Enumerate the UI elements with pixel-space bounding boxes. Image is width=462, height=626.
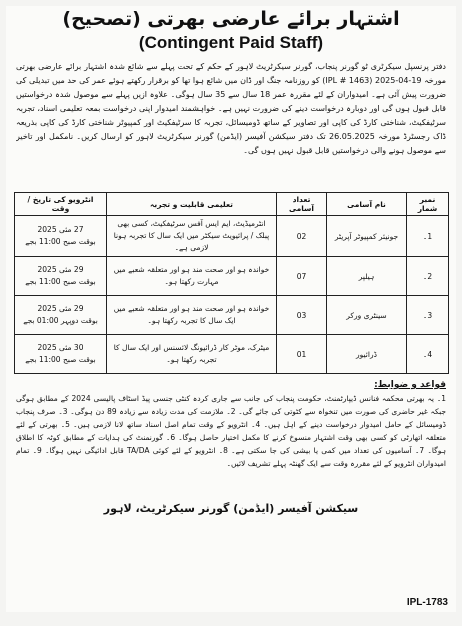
- interview-time: بوقت صبح 11:00 بجے: [25, 355, 96, 364]
- interview-cell: [15, 296, 107, 335]
- interview-date: 27 مئی 2025: [37, 225, 84, 234]
- post-cell: ڈرائیور: [327, 335, 407, 374]
- serial-cell: 1۔: [407, 216, 449, 257]
- interview-cell: [15, 216, 107, 257]
- interview-date: 30 مئی 2025: [37, 343, 84, 352]
- qualification-cell: انٹرمیڈیٹ، ایم ایس آفس سرٹیفکیٹ، کسی بھی پبلک / پرائیویٹ سیکٹر میں ایک سال کا تجربہ ہونا لازمی ہے۔: [107, 216, 277, 257]
- interview-time: بوقت صبح 11:00 بجے: [25, 237, 96, 246]
- interview-time: بوقت دوپہر 01:00 بجے: [23, 316, 98, 325]
- ad-subtitle: (Contingent Paid Staff): [138, 33, 324, 52]
- count-cell: 01: [277, 335, 327, 374]
- rules-paragraph: 1۔ یہ بھرتی محکمہ فنانس ڈیپارٹمنٹ، حکومت پنجاب کی جانب سے جاری کردہ کنٹی جنسی پیڈ اسٹاف پالیسی 2024 کے مطابق ہوگی جبکہ غیر حاضری کی صورت میں تنخواہ سے کٹوتی کی جائے گی۔ 2۔ ملازمت کی مدت زیادہ سے زیادہ 89 دن ہوگی۔ 3۔ صرف پنجاب ڈومیسائل کے حامل امیدوار درخواست دینے کے اہل ہیں۔ 4۔ انٹرویو کے وقت تمام اصل اسناد ساتھ لانا لازمی ہیں۔ 5۔ بھرتی کے لئے متعلقہ اتھارٹی کو کسی بھی وقت اشتہار منسوخ کرنے کا مکمل اختیار حاصل ہوگا۔ 6۔ گورنمنٹ کی ہدایات کے مطابق کوٹہ کا اطلاق ہوگا۔ 7۔ آسامیوں کی تعداد میں کمی یا بیشی کی جا سکتی ہے۔ 8۔ انٹرویو کے لئے کوئی TA/DA قابل ادائیگی نہیں ہوگا۔ 9۔ تمام امیدواران انٹرویو کے لئے مقررہ وقت سے ایک گھنٹہ پہلے تشریف لائیں۔: [16, 394, 446, 468]
- count-cell: 02: [277, 216, 327, 257]
- table-row: [15, 296, 449, 335]
- serial-cell: 2۔: [407, 257, 449, 296]
- posts-table: [14, 192, 449, 374]
- col-header-count: تعداد آسامی: [277, 193, 327, 216]
- serial-cell: 3۔: [407, 296, 449, 335]
- col-header-interview: انٹرویو کی تاریخ / وقت: [15, 193, 107, 216]
- qualification-cell: خواندہ ہو اور صحت مند ہو اور متعلقہ شعبے میں مہارت رکھتا ہو۔: [107, 257, 277, 296]
- interview-date: 29 مئی 2025: [37, 265, 84, 274]
- count-cell: 07: [277, 257, 327, 296]
- post-cell: سینٹری ورکر: [327, 296, 407, 335]
- interview-date: 29 مئی 2025: [37, 304, 84, 313]
- table-row: [15, 257, 449, 296]
- qualification-cell: خواندہ ہو اور صحت مند ہو اور متعلقہ شعبے میں ایک سال کا تجربہ رکھتا ہو۔: [107, 296, 277, 335]
- rules-heading: قواعد و ضوابط:: [374, 380, 446, 390]
- interview-cell: [15, 335, 107, 374]
- advertisement-page: [6, 6, 456, 612]
- interview-cell: [15, 257, 107, 296]
- intro-paragraph: دفتر پرنسپل سیکرٹری ٹو گورنر پنجاب، گورنر سیکرٹریٹ لاہور کے حکم کے تحت پہلے سے شائع شدہ اشتہار برائے عارضی بھرتی مورخہ 19-04-2025 (IPL # 1463) کو روزنامہ جنگ اور ڈان میں شائع ہوا تھا کو برقرار رکھتے ہوئے عمر کی حد میں تبدیلی کی ضرورت پیش آئی ہے۔ امیدواران کے لئے مقررہ عمر 18 سال سے 35 سال ہوگی۔ علاوہ ازیں پہلے سے موصول شدہ درخواستیں قابل قبول ہوں گی اور دوبارہ درخواست دینے کی ضرورت نہیں ہے۔ خواہشمند امیدوار اپنی درخواست بمعہ تعلیمی اسناد، تجربہ سرٹیفکیٹ، شناختی کارڈ کی کاپی اور تصاویر کے ساتھ ڈومیسائل، تجربہ کا سرٹیفکیٹ اور کمپیوٹر شناختی کارڈ کی کاپی بذریعہ ڈاک رجسٹرڈ مورخہ 26.05.2025 تک دفتر سیکشن آفیسر (ایڈمن) گورنر سیکرٹریٹ لاہور کو ارسال کریں۔ نامکمل اور تاخیر سے موصول ہونے والی درخواستیں قابل قبول نہیں ہوں گی۔: [16, 62, 446, 155]
- qualification-cell: میٹرک، موٹر کار ڈرائیونگ لائسنس اور ایک سال کا تجربہ رکھتا ہو۔: [107, 335, 277, 374]
- interview-time: بوقت صبح 11:00 بجے: [25, 277, 96, 286]
- signature-block: سیکشن آفیسر (ایڈمن) گورنر سیکرٹریٹ، لاہور: [103, 502, 359, 515]
- table-row: [15, 216, 449, 257]
- table-row: [15, 335, 449, 374]
- post-cell: ہیلپر: [327, 257, 407, 296]
- post-cell: جونیئر کمپیوٹر آپریٹر: [327, 216, 407, 257]
- count-cell: 03: [277, 296, 327, 335]
- col-header-qualification: تعلیمی قابلیت و تجربہ: [107, 193, 277, 216]
- serial-cell: 4۔: [407, 335, 449, 374]
- ad-title: اشتہار برائے عارضی بھرتی (تصحیح): [62, 8, 400, 30]
- ipl-code: IPL-1783: [406, 597, 448, 608]
- table-header-row: [15, 193, 449, 216]
- col-header-post: نام آسامی: [327, 193, 407, 216]
- col-header-serial: نمبر شمار: [407, 193, 449, 216]
